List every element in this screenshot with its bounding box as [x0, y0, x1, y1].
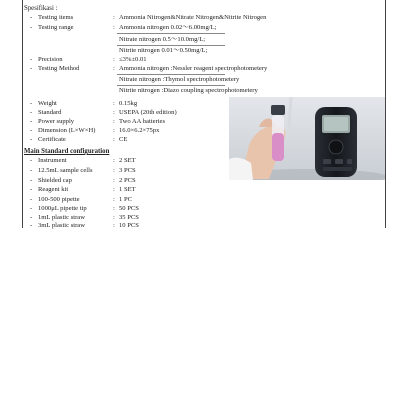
- config-value: 50 PCS: [119, 205, 139, 212]
- list-dash: -: [30, 157, 33, 164]
- spec-label: Certificate: [38, 136, 66, 143]
- spec-label: Dimension (L×W×H): [38, 127, 96, 134]
- config-heading: Main Standard configuration: [24, 148, 110, 155]
- spec-value-continuation: Nitrite nitrogen :Diazo coupling spectrophotometery: [119, 87, 258, 94]
- spec-label: Power supply: [38, 118, 75, 125]
- config-label: 100-500 pipette: [38, 196, 80, 203]
- list-dash: -: [30, 167, 33, 174]
- spec-label: Weight: [38, 100, 57, 107]
- list-dash: -: [30, 65, 33, 72]
- table-border-left: [22, 0, 23, 228]
- spec-heading: Spesifikasi :: [24, 5, 58, 12]
- config-value: 1 PC: [119, 196, 133, 203]
- spec-value: CE: [119, 136, 128, 143]
- spec-label: Standard: [38, 109, 62, 116]
- spec-colon: :: [113, 136, 115, 143]
- list-dash: -: [30, 24, 33, 31]
- spec-colon: :: [113, 118, 115, 125]
- spec-value: 0.15kg: [119, 100, 138, 107]
- config-colon: :: [113, 186, 115, 193]
- config-value: 10 PCS: [119, 222, 139, 229]
- config-label: Reagent kit: [38, 186, 69, 193]
- config-value: 1 SET: [119, 186, 136, 193]
- config-value: 3 PCS: [119, 167, 136, 174]
- value-separator: [117, 33, 225, 34]
- list-dash: -: [30, 14, 33, 21]
- list-dash: -: [30, 222, 33, 229]
- spec-colon: :: [113, 56, 115, 63]
- list-dash: -: [30, 205, 33, 212]
- product-photo: [229, 97, 385, 180]
- spec-value: 16.0×6.2×75px: [119, 127, 160, 134]
- list-dash: -: [30, 177, 33, 184]
- spec-value: ≤3%±0.01: [119, 56, 147, 63]
- config-colon: :: [113, 157, 115, 164]
- list-dash: -: [30, 56, 33, 63]
- spec-value-continuation: Nitrate nitrogen 0.5～10.0mg/L;: [119, 36, 206, 43]
- config-label: Shielded cap: [38, 177, 72, 184]
- config-label: 1mL plastic straw: [38, 214, 85, 221]
- spec-label: Testing range: [38, 24, 74, 31]
- table-border-right: [385, 0, 386, 228]
- list-dash: -: [30, 196, 33, 203]
- list-dash: -: [30, 186, 33, 193]
- config-colon: :: [113, 214, 115, 221]
- config-colon: :: [113, 177, 115, 184]
- spec-value: Ammonia nitrogen 0.02～6.00mg/L;: [119, 24, 217, 31]
- spec-colon: :: [113, 24, 115, 31]
- spec-value: Ammonia Nitrogen&Nitrate Nitrogen&Nitrite Nitrogen: [119, 14, 267, 21]
- list-dash: -: [30, 118, 33, 125]
- list-dash: -: [30, 214, 33, 221]
- config-label: 1000μL pipette tip: [38, 205, 87, 212]
- spec-colon: :: [113, 127, 115, 134]
- spec-colon: :: [113, 65, 115, 72]
- config-value: 2 PCS: [119, 177, 136, 184]
- config-label: Instrument: [38, 157, 67, 164]
- config-colon: :: [113, 196, 115, 203]
- config-value: 2 SET: [119, 157, 136, 164]
- list-dash: -: [30, 100, 33, 107]
- list-dash: -: [30, 136, 33, 143]
- spec-value-continuation: Nitrite nitrogen 0.01～0.50mg/L;: [119, 47, 208, 54]
- spec-value: Ammonia nitrogen :Nessler reagent spectrophotometery: [119, 65, 268, 72]
- spec-colon: :: [113, 14, 115, 21]
- config-label: 3mL plastic straw: [38, 222, 85, 229]
- list-dash: -: [30, 127, 33, 134]
- spec-label: Testing items: [38, 14, 74, 21]
- list-dash: -: [30, 109, 33, 116]
- config-colon: :: [113, 222, 115, 229]
- config-colon: :: [113, 167, 115, 174]
- vial-cap: [271, 105, 285, 115]
- spec-colon: :: [113, 100, 115, 107]
- spec-value: Two AA batteries: [119, 118, 166, 125]
- photometer-illustration: [229, 97, 385, 180]
- spec-value: USEPA (20th edition): [119, 109, 177, 116]
- config-label: 12.5mL sample cells: [38, 167, 93, 174]
- config-value: 35 PCS: [119, 214, 139, 221]
- spec-value-continuation: Nitrate nitrogen :Thymol spectrophotometery: [119, 76, 240, 83]
- spec-label: Precision: [38, 56, 63, 63]
- spec-label: Testing Method: [38, 65, 80, 72]
- vial-sample: [272, 133, 284, 161]
- spec-colon: :: [113, 109, 115, 116]
- config-colon: :: [113, 205, 115, 212]
